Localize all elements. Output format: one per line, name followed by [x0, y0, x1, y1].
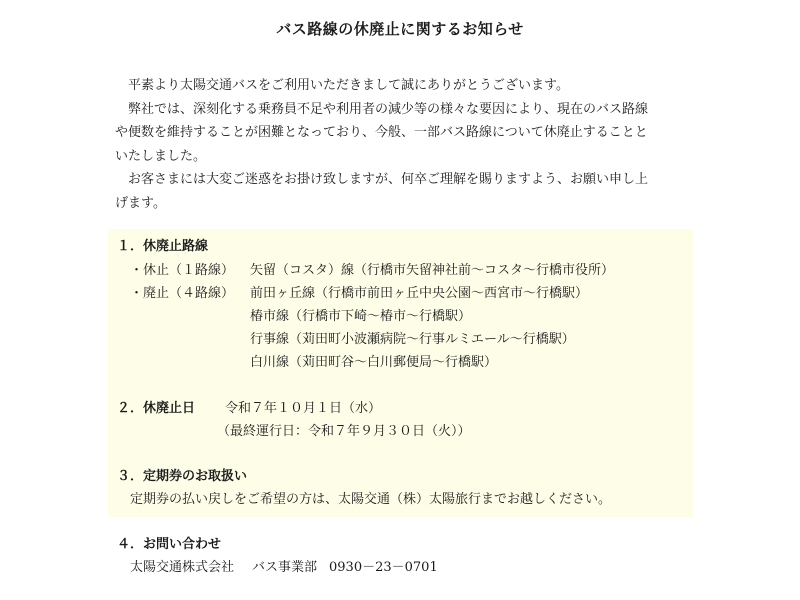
contact-phone: 0930－23－0701 [329, 560, 438, 575]
abolish-route-4: 白川線（苅田町谷～白川郵便局～行橋駅） [250, 355, 498, 370]
section1-title: １．休廃止路線 [117, 239, 209, 254]
section3-text: 定期券の払い戻しをご希望の方は、太陽交通（株）太陽旅行までお越しください。 [130, 492, 612, 507]
abolish-label: ・廃止（４路線） [130, 286, 235, 301]
intro-paragraph-2: 弊社では、深刻化する乗務員不足や利用者の減少等の様々な要因により、現在のバス路線や便数を維持することが困難となっており、今般、一部バス路線について休廃止することといたしました。 [115, 101, 649, 164]
contact-dept: バス事業部 [252, 560, 318, 575]
abolish-route-2: 椿市線（行橋市下崎～椿市～行橋駅） [250, 309, 472, 324]
contact-company: 太陽交通株式会社 [130, 560, 235, 575]
last-run-date: （最終運行日：令和７年９月３０日（火）） [217, 424, 471, 439]
section4-title: ４．お問い合わせ [117, 537, 222, 552]
intro-paragraph-3: お客さまには大変ご迷惑をお掛け致しますが、何卒ご理解を賜りますよう、お願い申し上げます。 [115, 172, 649, 211]
abolish-route-1: 前田ヶ丘線（行橋市前田ヶ丘中央公園～西宮市～行橋駅） [250, 286, 589, 301]
section2-title: ２．休廃止日 [117, 401, 196, 416]
suspend-label: ・休止（１路線） [130, 263, 235, 278]
suspend-route-1: 矢留（コスタ）線（行橋市矢留神社前～コスタ～行橋市役所） [250, 263, 615, 278]
intro-text [115, 74, 660, 215]
intro-paragraph-1: 平素より太陽交通バスをご利用いただきまして誠にありがとうございます。 [128, 78, 569, 93]
section3-title: ３．定期券のお取扱い [117, 469, 248, 484]
abolish-route-3: 行事線（苅田町小波瀬病院～行事ルミエール～行橋駅） [250, 332, 575, 347]
page-title: バス路線の休廃止に関するお知らせ [276, 20, 524, 38]
suspend-date: 令和７年１０月１日（水） [225, 401, 382, 416]
